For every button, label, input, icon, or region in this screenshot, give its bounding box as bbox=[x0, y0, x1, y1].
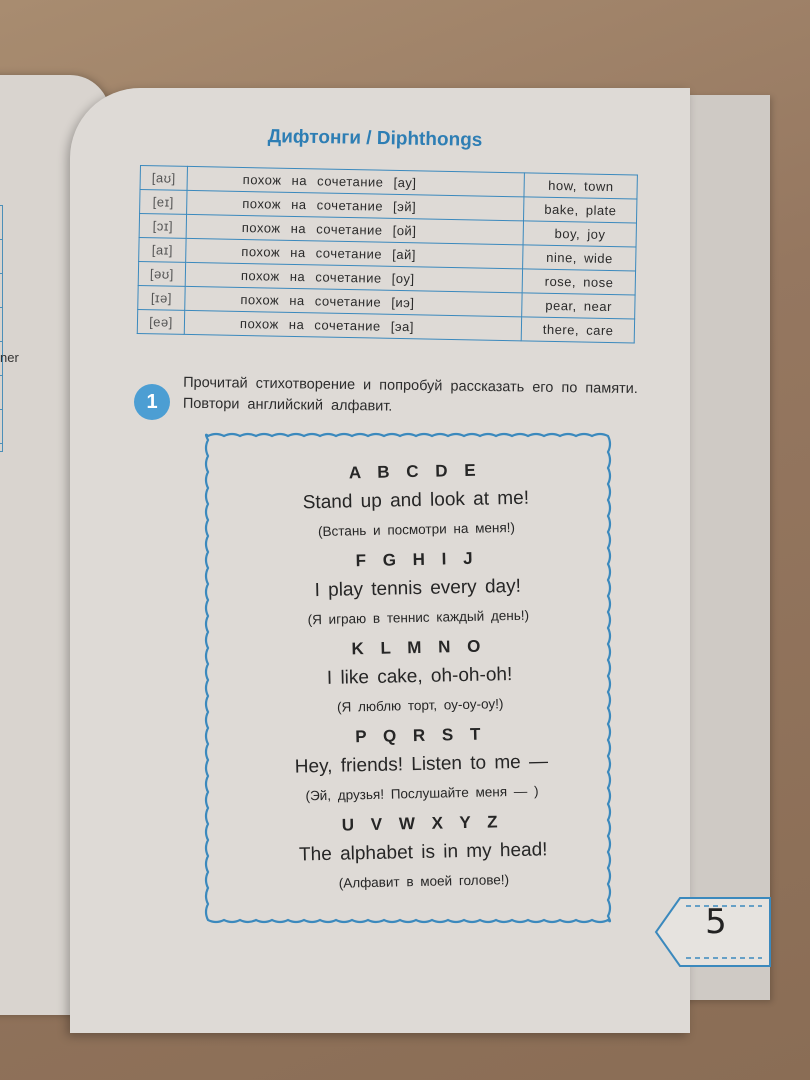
diphthong-symbol: [eə] bbox=[137, 309, 184, 334]
page-title: Дифтонги / Diphthongs bbox=[267, 126, 483, 151]
diphthong-symbol: [aɪ] bbox=[139, 237, 186, 262]
page-number: 5 bbox=[705, 902, 727, 942]
diphthong-examples: boy, joy bbox=[524, 221, 637, 247]
diphthong-symbol: [eɪ] bbox=[140, 190, 187, 215]
left-cell bbox=[0, 308, 2, 342]
diphthong-examples: there, care bbox=[522, 317, 635, 343]
diphthong-examples: bake, plate bbox=[524, 197, 637, 223]
left-cell bbox=[0, 274, 2, 308]
poem-translation: (Я играю в теннис каждый день!) bbox=[307, 607, 530, 628]
poem bbox=[215, 454, 624, 902]
diphthong-symbol: [əʊ] bbox=[138, 261, 185, 286]
diphthong-description: похож на сочетание [ай] bbox=[186, 238, 524, 268]
poem-translation: (Алфавит в моей голове!) bbox=[338, 872, 510, 891]
diphthong-symbol: [aʊ] bbox=[140, 166, 187, 191]
diphthong-description: похож на сочетание [ау] bbox=[187, 166, 525, 196]
poem-line: Stand up and look at me! bbox=[302, 487, 530, 514]
diphthong-table bbox=[137, 165, 638, 344]
diphthong-symbol: [ɔɪ] bbox=[139, 214, 186, 239]
diphthong-description: похож на сочетание [эй] bbox=[187, 190, 525, 220]
diphthong-examples: pear, near bbox=[522, 293, 635, 319]
left-cell-last: ner bbox=[0, 350, 19, 365]
left-cell bbox=[0, 376, 2, 410]
poem-translation: (Эй, друзья! Послушайте меня — ) bbox=[305, 783, 539, 804]
poem-letters: P Q R S T bbox=[355, 724, 487, 747]
poem-translation: (Я люблю торт, оу-оу-оу!) bbox=[336, 696, 504, 715]
poem-letters: A B C D E bbox=[348, 460, 482, 483]
left-cell bbox=[0, 206, 2, 240]
poem-line: The alphabet is in my head! bbox=[298, 839, 548, 866]
task-instructions: Прочитай стихотворение и попробуй рассказать его по памяти. Повтори английский алфавит. bbox=[182, 374, 638, 415]
poem-translation: (Встань и посмотри на меня!) bbox=[317, 519, 516, 540]
diphthong-examples: nine, wide bbox=[523, 245, 636, 271]
diphthong-examples: how, town bbox=[524, 173, 637, 199]
diphthong-description: похож на сочетание [эа] bbox=[184, 310, 522, 340]
left-page-table bbox=[0, 205, 3, 452]
diphthong-symbol: [ɪə] bbox=[138, 285, 185, 310]
poem-letters: K L M N O bbox=[351, 636, 487, 659]
poem-line: I like cake, oh-oh-oh! bbox=[326, 664, 513, 689]
diphthong-description: похож на сочетание [иэ] bbox=[185, 286, 523, 316]
task-number-badge: 1 bbox=[134, 384, 170, 420]
diphthong-description: похож на сочетание [ой] bbox=[186, 214, 524, 244]
poem-line: Hey, friends! Listen to me — bbox=[294, 751, 549, 778]
poem-letters: F G H I J bbox=[355, 548, 479, 571]
left-cell bbox=[0, 410, 2, 444]
diphthong-examples: rose, nose bbox=[523, 269, 636, 295]
diphthong-description: похож на сочетание [оу] bbox=[185, 262, 523, 292]
poem-line: I play tennis every day! bbox=[314, 575, 522, 602]
left-cell bbox=[0, 240, 2, 274]
poem-letters: U V W X Y Z bbox=[341, 812, 504, 835]
